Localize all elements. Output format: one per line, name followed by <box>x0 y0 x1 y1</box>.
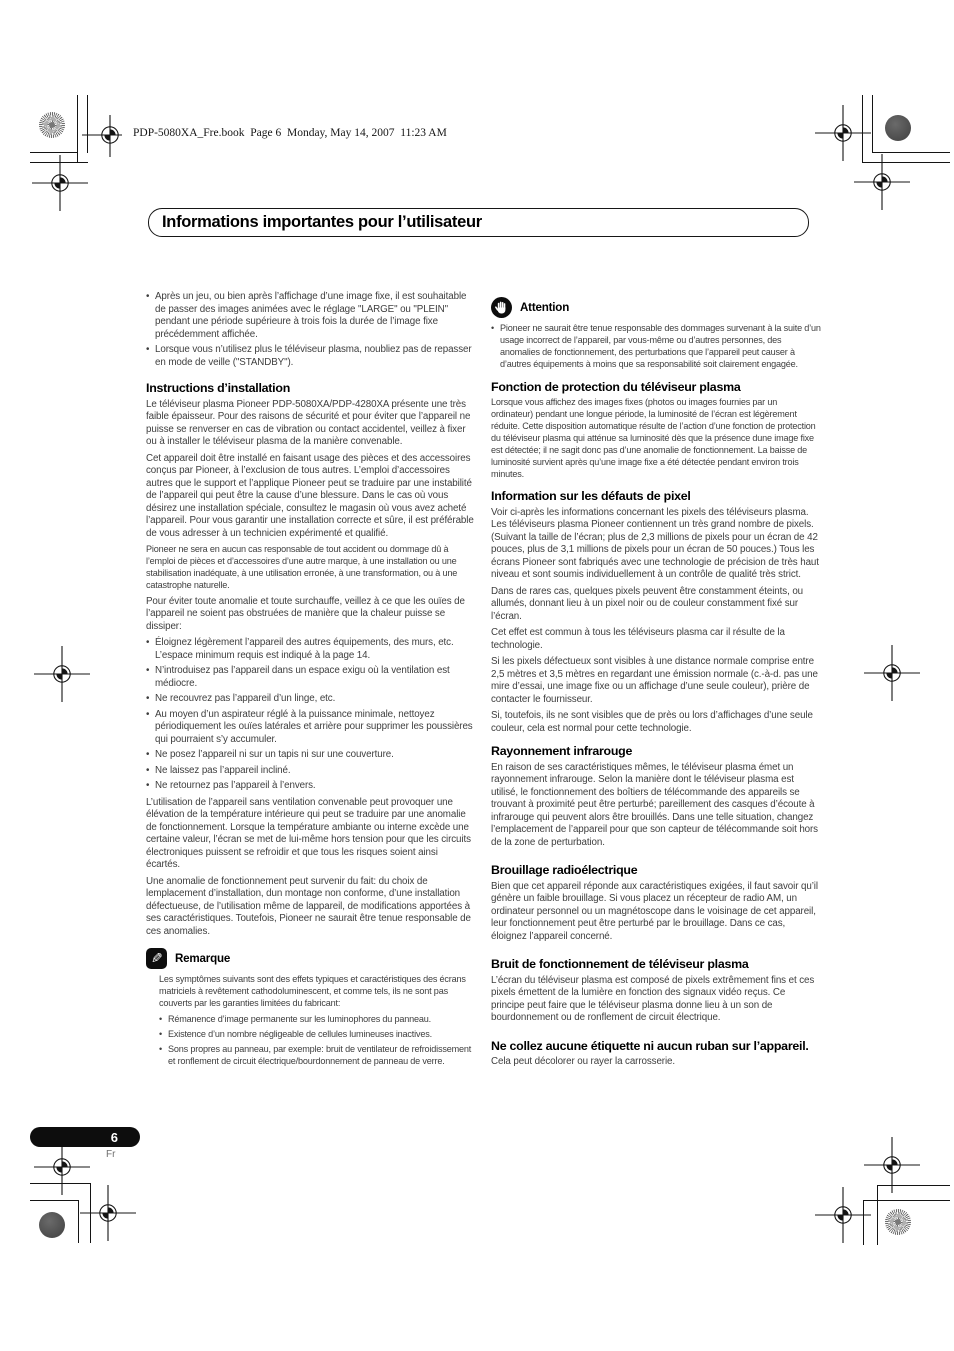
starburst-target-icon <box>39 112 65 138</box>
bullet-item: • Au moyen d’un aspirateur réglé à la puissance minimale, nettoyez périodiquement les ouïes latérales et arrière pour supprimer les poussières qui pourraient s’y accumuler. <box>146 709 474 747</box>
page-number-badge <box>30 1127 140 1147</box>
section-heading: Information sur les défauts de pixel <box>491 489 691 504</box>
paragraph: L’utilisation de l’appareil sans ventilation convenable peut provoquer une élévation de la température intérieure qui peut se traduire par une anomalie de fonctionnement. Lorsque la température ambiante ou interne excède une certaine valeur, l’écran se met de lui-même hors tension pour que les circuits électroniques puissent se refroidir et que tous les risques soient ainsi écartés. <box>146 796 471 871</box>
crop-mark <box>862 95 863 163</box>
crop-mark <box>872 152 950 153</box>
crop-mark <box>30 162 88 163</box>
registration-mark-icon <box>80 1185 136 1241</box>
intro-bullet-list <box>146 291 474 369</box>
section <box>491 957 821 1025</box>
paragraph: Le téléviseur plasma Pioneer PDP-5080XA/PDP-4280XA présente une très faible épaisseur. Pour des raisons de sécurité et pour éviter que l’appareil ne puisse se renverser en cas de vibration ou contact accidentel, veillez à fixer ou à installer le téléviseur plasma de la manière convenable. <box>146 398 471 447</box>
section-heading: Ne collez aucune étiquette ni aucun ruban sur l’appareil. <box>491 1038 809 1053</box>
paragraph: Cet effet est commun à tous les téléviseurs plasma car il résulte de la technologie. <box>491 627 785 651</box>
paragraph: Cela peut décolorer ou rayer la carrosserie. <box>491 1056 676 1068</box>
paragraph: Bien que cet appareil réponde aux caractéristiques exigées, il faut savoir qu’il génère un faible brouillage. Si vous placez un récepteur de radio AM, un ordinateur personnel ou un magnétoscope dans le voisinage de cet appareil, leur fonctionnement peut être perturbé par le brouillage. Dans ce cas, éloignez l’appareil concerné. <box>491 880 818 942</box>
caution-header <box>491 297 821 318</box>
crop-mark <box>30 1200 78 1201</box>
bullet-item: • Éloignez légèrement l’appareil des autres équipements, des murs, etc. L’espace minimum requis est indiqué à la page 14. <box>146 637 474 662</box>
section-heading: Fonction de protection du téléviseur plasma <box>491 379 741 394</box>
caution-label: Attention <box>520 301 570 314</box>
crop-mark <box>877 1185 950 1186</box>
crop-mark <box>30 152 78 153</box>
paragraph: Voir ci-après les informations concernant les pixels des téléviseurs plasma. Les téléviseurs plasma Pioneer contiennent un très grand nombre de pixels. (Suivant la taille de l’écran; plus de 2,3 millions de pixels pour un écran de 42 pouces, plus de 3,1 millions de pixels pour un écran de 50 pouces.) Tous les écrans Pioneer sont fabriqués avec une technologie de précision de très haut niveau et sont soumis individuellement à un contrôle de qualité très strict. <box>491 506 819 581</box>
section <box>491 1039 821 1069</box>
installation-bullet-list <box>146 637 474 793</box>
crop-mark <box>78 1200 79 1243</box>
halftone-dot-icon <box>39 1212 65 1238</box>
section-heading: Bruit de fonctionnement de téléviseur plasma <box>491 957 749 972</box>
paragraph: L’écran du téléviseur plasma est composé de pixels extrêmement fins et ces pixels émettent de la lumière en fonction des signaux vidéo reçus. Ce principe peut faire que le téléviseur plasma donne lieu à un son de bourdonnement ou de ronflement de circuit électrique. <box>491 974 815 1024</box>
section <box>491 380 821 481</box>
crop-mark <box>90 1183 91 1243</box>
paragraph: Si les pixels défectueux sont visibles à une distance normale comprise entre 2,5 mètres et 3,5 mètres en regardant une émission normale (c.-à-d. pas une mire d’essai, une image fixe ou un affichage d’une seule couleur), prière de contacter le fournisseur. <box>491 656 818 705</box>
document-header: PDP-5080XA_Fre.book Page 6 Monday, May 14, 2007 11:23 AM <box>133 127 447 139</box>
paragraph: Une anomalie de fonctionnement peut survenir du fait: du choix de lemplacement d’installation, dun montage non conforme, d’une installation défectueuse, de l’utilisation même de lappareil, de modifications apportées à ses caractéristiques. Toutefois, Pioneer ne saurait être tenue responsable de ces anomalies. <box>146 875 471 937</box>
left-column <box>146 291 474 1070</box>
section <box>491 744 821 849</box>
paragraph: Lorsque vous affichez des images fixes (photos ou images fournies par un ordinateur) pendant une longue période, la luminosité de l’écran est légèrement réduite. Cette disposition automatique résulte de l’action d’une fonction de protection du téléviseur plasma qui atténue sa luminosité dès que la présence dune image fixe est détectée; il ne sagit donc pas d’une anomalie de fonctionnement. La baisse de luminosité survient après qu’une image fixe a été détectée pendant environ trois minutes. <box>491 397 816 479</box>
paragraph: Pour éviter toute anomalie et toute surchauffe, veillez à ce que les ouïes de l’appareil ne soient pas obstruées de manière que la chaleur puisse se dissiper: <box>146 595 465 632</box>
page-language: Fr <box>106 1149 116 1160</box>
bullet-item: • Lorsque vous n’utilisez plus le téléviseur plasma, noubliez pas de repasser en mode de veille ("STANDBY"). <box>146 344 474 369</box>
section-heading: Brouillage radioélectrique <box>491 863 638 878</box>
page-title: Informations importantes pour l’utilisateur <box>162 213 482 231</box>
paragraph: En raison de ses caractéristiques mêmes, le téléviseur plasma émet un rayonnement infrarouge. Selon la manière dont le téléviseur plasma est utilisé, le fonctionnement des boîtiers de télécommande des appareils se trouvant à proximité peut être perturbé; pareillement des casques d’écoute à infrarouge qui peuvent alors être brouillés. Dans une telle situation, changez l’emplacement de l’appareil pour que son capteur de télécommande soit hors de la zone de perturbation. <box>491 761 818 848</box>
note-header <box>146 948 474 969</box>
note-body <box>146 974 474 1067</box>
starburst-target-icon <box>885 1209 911 1235</box>
page-number: 6 <box>110 1130 118 1145</box>
paragraph: Cet appareil doit être installé en faisant usage des pièces et des accessoires conçus par Pioneer, à l’exclusion de tous autres. L’emploi d’accessoires autres que le support et l’applique Pioneer peut se traduire par une instabilité de l’appareil qui peut être la cause d’une blessure. Dans le cas où vous désirez une installation spéciale, consultez le magasin où vous avez acheté l’appareil. Pour vous garantir une installation correcte et sûre, il est préférable de vous adresser à un technicien expérimenté et qualifié. <box>146 452 474 539</box>
section-heading: Instructions d’installation <box>146 381 291 395</box>
bullet-item: • Sons propres au panneau, par exemple: bruit de ventilateur de refroidissement et ronflement de circuit électrique/bourdonnement de panneau de verre. <box>159 1044 474 1068</box>
paragraph: Les symptômes suivants sont des effets typiques et caractéristiques des écrans matriciels à revêtement cathodoluminescent, et comme tels, ils ne sont pas couverts par les garanties limitées du fabricant: <box>159 974 466 1008</box>
bullet-item: • Existence d’un nombre négligeable de cellules lumineuses inactives. <box>159 1029 474 1041</box>
crop-mark <box>862 162 950 163</box>
bullet-item: • Pioneer ne saurait être tenue responsable des dommages survenant à la suite d’un usage incorrect de l’appareil, par vous-même ou d’autres personnes, des anomalies de fonctionnement, des perturbations que l’appareil peut causer à d’autres équipements à moins que sa responsabilité soit clairement engagée. <box>491 323 821 371</box>
paragraph: Pioneer ne sera en aucun cas responsable de tout accident ou dommage dû à l’emploi de pièces et d’accessoires d’une autre marque, à une installation ou une stabilisation inadéquate, à une utilisation erronée, à une transformation, ou à une catastrophe naturelle. <box>146 544 458 590</box>
halftone-dot-icon <box>885 115 911 141</box>
page-title-box <box>148 208 809 237</box>
section-heading: Rayonnement infrarouge <box>491 744 633 759</box>
bullet-item: • Ne retournez pas l’appareil à l’envers. <box>146 780 474 793</box>
crop-mark <box>877 1185 878 1245</box>
hand-icon <box>491 297 512 318</box>
registration-mark-icon <box>32 155 88 211</box>
pencil-icon: ✎ <box>146 948 167 969</box>
bullet-item: • N’introduisez pas l’appareil dans un espace exigu où la ventilation est médiocre. <box>146 665 474 690</box>
registration-mark-icon <box>82 107 138 163</box>
paragraph: Dans de rares cas, quelques pixels peuvent être constamment éteints, ou allumés, donnant lieu à un pixel noir ou de couleur constamment fixé sur l’écran. <box>491 585 804 622</box>
bullet-item: • Ne posez l’appareil ni sur un tapis ni sur une couverture. <box>146 749 474 762</box>
crop-mark <box>863 1200 950 1201</box>
note-label: Remarque <box>175 952 231 966</box>
registration-mark-icon <box>34 646 90 702</box>
paragraph: Si, toutefois, ils ne sont visibles que de près ou lors d’affichages d’une seule couleur, cela est normal pour cette technologie. <box>491 710 813 734</box>
bullet-item: • Rémanence d’image permanente sur les luminophores du panneau. <box>159 1014 474 1026</box>
crop-mark <box>87 95 88 153</box>
crop-mark <box>863 1200 864 1245</box>
bullet-item: • Après un jeu, ou bien après l’affichage d’une image fixe, il est souhaitable de passer des images animées avec le réglage "LARGE" ou "PLEIN" pendant une période supérieure à trois fois la durée de l’image fixe précédemment affichée. <box>146 291 474 341</box>
section <box>491 489 821 735</box>
crop-mark <box>872 95 873 153</box>
bullet-item: • Ne laissez pas l’appareil incliné. <box>146 765 474 778</box>
registration-mark-icon <box>864 645 920 701</box>
crop-mark <box>30 1183 91 1184</box>
bullet-item: • Ne recouvrez pas l’appareil d’un linge, etc. <box>146 693 474 706</box>
section <box>491 863 821 943</box>
right-column <box>491 297 821 1073</box>
